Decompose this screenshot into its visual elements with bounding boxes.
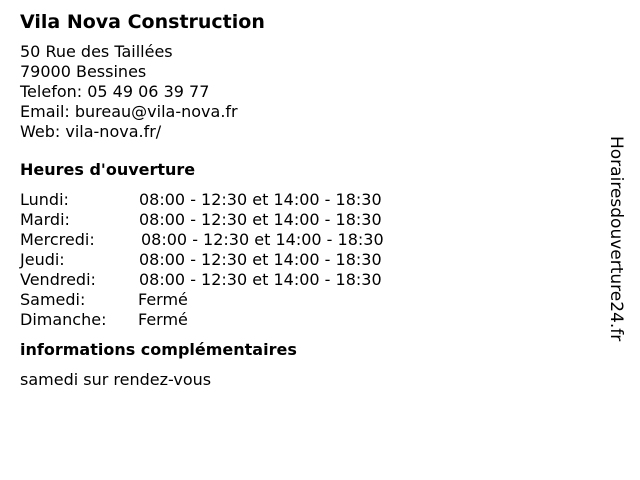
hours-row-monday xyxy=(20,190,580,210)
day-label: Samedi: xyxy=(20,290,86,309)
hours-value: 08:00 - 12:30 et 14:00 - 18:30 xyxy=(139,270,382,289)
hours-row-saturday xyxy=(20,290,580,310)
day-label: Mercredi: xyxy=(20,230,95,249)
hours-value: 08:00 - 12:30 et 14:00 - 18:30 xyxy=(139,210,382,229)
hours-row-thursday xyxy=(20,250,580,270)
address-block xyxy=(20,42,580,142)
additional-info-text: samedi sur rendez-vous xyxy=(20,370,212,389)
additional-info-heading: informations complémentaires xyxy=(20,340,297,359)
city-address: 79000 Bessines xyxy=(20,62,147,81)
web-line: Web: vila-nova.fr/ xyxy=(20,122,162,141)
day-label: Lundi: xyxy=(20,190,69,209)
phone-line: Telefon: 05 49 06 39 77 xyxy=(20,82,210,101)
hours-row-friday xyxy=(20,270,580,290)
business-card xyxy=(20,10,580,390)
street-address: 50 Rue des Taillées xyxy=(20,42,173,61)
day-label: Mardi: xyxy=(20,210,70,229)
day-label: Vendredi: xyxy=(20,270,96,289)
day-label: Dimanche: xyxy=(20,310,107,329)
hours-value: 08:00 - 12:30 et 14:00 - 18:30 xyxy=(139,250,382,269)
hours-value: Fermé xyxy=(138,290,188,309)
business-name: Vila Nova Construction xyxy=(20,11,265,33)
hours-row-tuesday xyxy=(20,210,580,230)
hours-row-wednesday xyxy=(20,230,580,250)
watermark-text: Horairesdouverture24.fr xyxy=(606,136,626,342)
email-line: Email: bureau@vila-nova.fr xyxy=(20,102,238,121)
hours-value: 08:00 - 12:30 et 14:00 - 18:30 xyxy=(139,190,382,209)
opening-hours-heading: Heures d'ouverture xyxy=(20,160,196,179)
hours-value: Fermé xyxy=(138,310,188,329)
opening-hours-table xyxy=(20,190,580,330)
hours-row-sunday xyxy=(20,310,580,330)
hours-value: 08:00 - 12:30 et 14:00 - 18:30 xyxy=(141,230,384,249)
day-label: Jeudi: xyxy=(20,250,65,269)
